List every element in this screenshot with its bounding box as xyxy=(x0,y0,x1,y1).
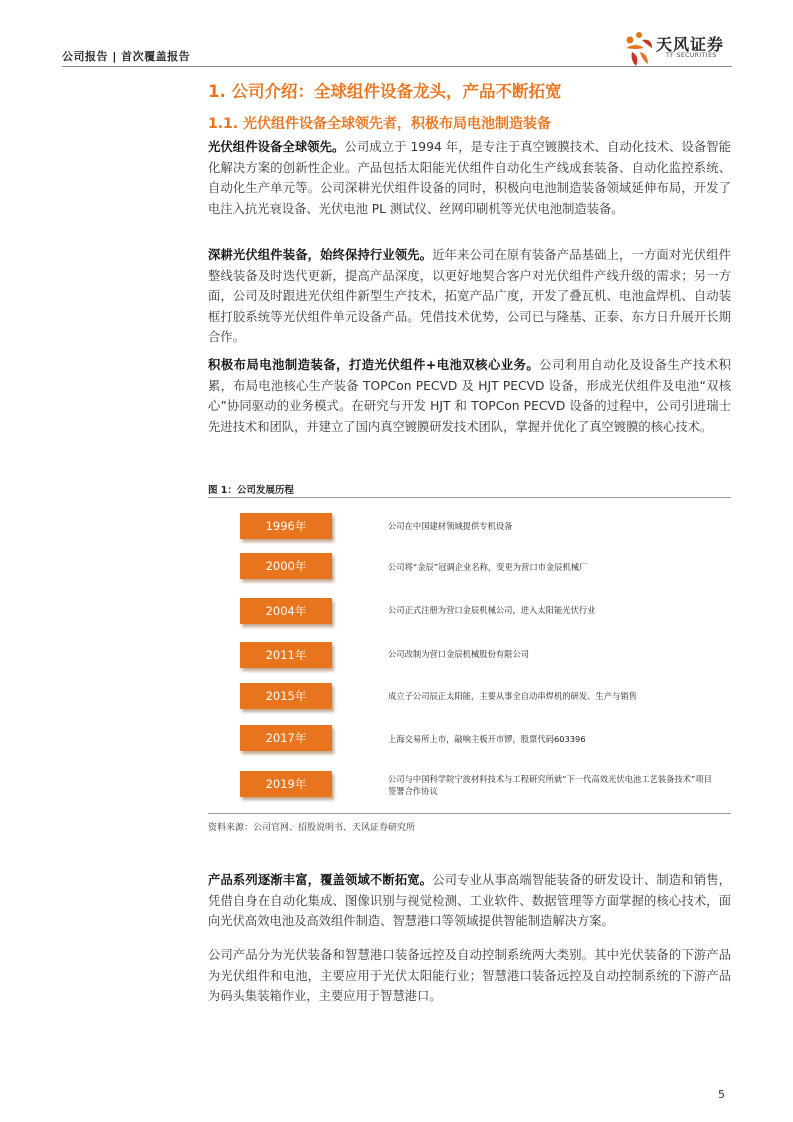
timeline-year: 1996年 xyxy=(240,513,332,539)
logo-cn-text: 天风证券 xyxy=(656,35,725,54)
paragraph-2-lead: 深耕光伏组件装备，始终保持行业领先。 xyxy=(208,248,433,262)
paragraph-5-body: 公司产品分为光伏装备和智慧港口装备远控及自动控制系统两大类别。其中光伏装备的下游产品为光伏组件和电池，主要应用于光伏太阳能行业；智慧港口装备远控及自动控制系统的下游产品为码头集装箱作业，主要应用于智慧港口。 xyxy=(208,948,731,1003)
timeline-desc: 公司在中国建材领域提供专机设备 xyxy=(388,521,513,531)
paragraph-1 xyxy=(208,137,731,219)
timeline-year: 2017年 xyxy=(240,725,332,751)
paragraph-4-body: 公司专业从事高端智能装备的研发设计、制造和销售，凭借自身在自动化集成、图像识别与视觉检测、工业软件、数据管理等方面掌握的核心技术，面向光伏高效电池及高效组件制造、智慧港口等领域提供智能制造解决方案。 xyxy=(208,873,731,928)
figure-top-rule xyxy=(208,497,731,498)
figure-source: 资料来源：公司官网、招股说明书、天风证券研究所 xyxy=(208,823,416,833)
figure-title: 图 1：公司发展历程 xyxy=(208,485,294,496)
paragraph-4 xyxy=(208,870,731,932)
page-number: 5 xyxy=(718,1088,725,1101)
timeline-year: 2015年 xyxy=(240,683,332,709)
timeline-year: 2000年 xyxy=(240,553,332,579)
timeline-desc: 公司将“金辰”冠调企业名称，变更为营口市金辰机械厂 xyxy=(388,562,588,572)
paragraph-5 xyxy=(208,945,731,1007)
figure-bottom-rule xyxy=(208,813,731,814)
paragraph-3 xyxy=(208,355,731,437)
header-divider xyxy=(62,66,732,67)
timeline-desc: 公司正式注册为营口金辰机械公司，进入太阳能光伏行业 xyxy=(388,605,596,615)
timeline-year: 2011年 xyxy=(240,642,332,668)
paragraph-1-body: 公司成立于 1994 年，是专注于真空镀膜技术、自动化技术、设备智能化解决方案的创新性企业。产品包括太阳能光伏组件自动化生产线成套装备、自动化监控系统、自动化生产单元等。公司深耕光伏组件设备的同时，积极向电池制造装备领域延伸布局，开发了电注入抗光衰设备、光伏电池 PL 测试仪、丝网印刷机等光伏电池制造装备。 xyxy=(208,140,731,216)
timeline-year: 2004年 xyxy=(240,598,332,624)
subsection-heading: 1.1. 光伏组件设备全球领先者，积极布局电池制造装备 xyxy=(208,116,551,132)
paragraph-2 xyxy=(208,245,731,348)
company-logo xyxy=(622,30,742,70)
timeline-desc: 公司改制为营口金辰机械股份有限公司 xyxy=(388,649,530,659)
paragraph-3-lead: 积极布局电池制造装备，打造光伏组件+电池双核心业务。 xyxy=(208,358,540,372)
timeline-year: 2019年 xyxy=(240,771,332,797)
paragraph-1-lead: 光伏组件设备全球领先。 xyxy=(208,140,345,154)
paragraph-2-body: 近年来公司在原有装备产品基础上，一方面对光伏组件整线装备及时迭代更新，提高产品深度，以更好地契合客户对光伏组件产线升级的需求；另一方面，公司及时跟进光伏组件新型生产技术，拓宽产品广度，开发了叠瓦机、电池盒焊机、自动装框打胶系统等光伏组件单元设备产品。凭借技术优势，公司已与隆基、正泰、东方日升展开长期合作。 xyxy=(208,248,731,344)
report-header-title: 公司报告 | 首次覆盖报告 xyxy=(62,50,191,63)
logo-en-text: TF SECURITIES xyxy=(666,52,717,59)
section-heading: 1. 公司介绍：全球组件设备龙头，产品不断拓宽 xyxy=(208,82,562,101)
timeline-desc: 公司与中国科学院宁波材料技术与工程研究所就“下一代高效光伏电池工艺装备技术”项目签署合作协议 xyxy=(388,774,712,796)
paragraph-4-lead: 产品系列逐渐丰富，覆盖领域不断拓宽。 xyxy=(208,873,433,887)
logo-mark-icon xyxy=(622,30,656,70)
timeline-desc: 成立子公司辰正太阳能，主要从事全自动串焊机的研发、生产与销售 xyxy=(388,691,637,701)
paragraph-3-body: 公司利用自动化及设备生产技术积累，布局电池核心生产装备 TOPCon PECVD 及 HJT PECVD 设备，形成光伏组件及电池“双核心”协同驱动的业务模式。在研究与开发 HJT 和 TOPCon PECVD 设备的过程中，公司引进瑞士先进技术和团队，并建立了国内真空镀膜研发技术团队，掌握并优化了真空镀膜的核心技术。 xyxy=(208,358,731,434)
timeline-desc: 上海交易所上市，敲响主板开市锣，股票代码603396 xyxy=(388,734,586,744)
